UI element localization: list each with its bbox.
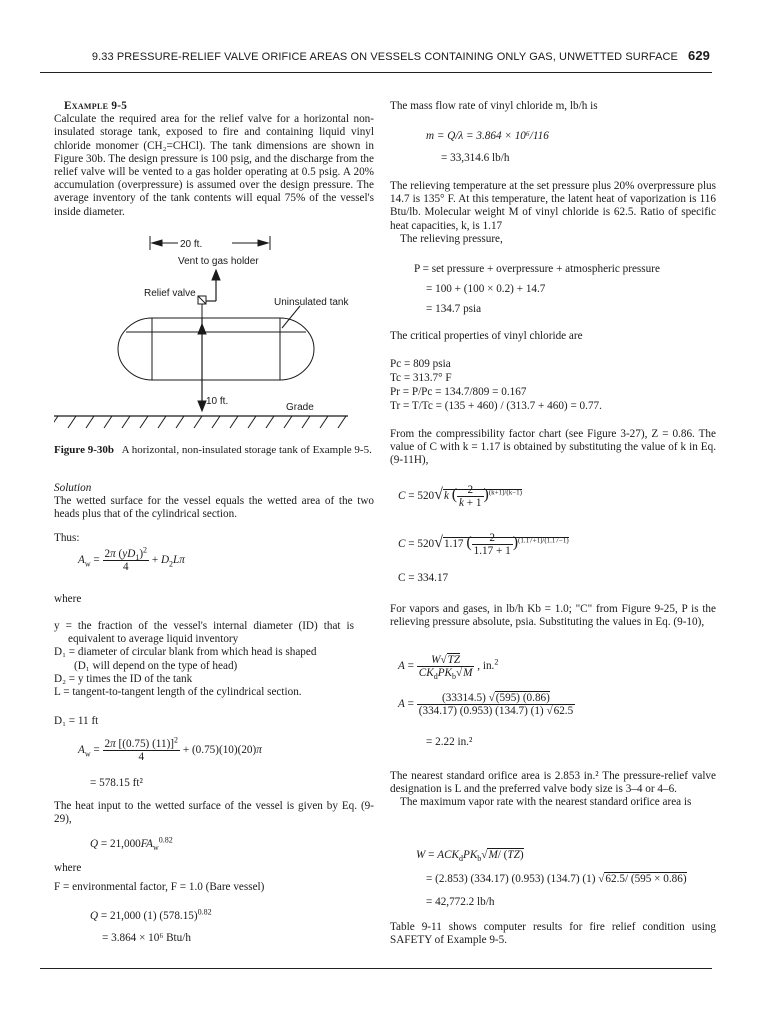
tr-value: Tr = T/Tc = (135 + 460) / (313.7 + 460) = 0.77. — [390, 400, 602, 412]
p-equation-2: = 100 + (100 × 0.2) + 14.7 — [426, 283, 546, 295]
aw-formula: $A_w$ = $\frac{2\pi (yD_1)^2}{4}$ + $D_2L\pi$ — [78, 545, 185, 573]
m-equation-2: = 33,314.6 lb/h — [441, 152, 510, 164]
c-formula: C = 520√k ( $\frac{2}{k + 1}$ )$^{(k+1)/(k-1)}$ — [398, 484, 522, 509]
vent-arrow-icon — [212, 270, 220, 280]
solution-block — [54, 482, 374, 545]
def-y: y = the fraction of the vessel's internal diameter (ID) that is equivalent to average liquid inventory — [54, 620, 354, 646]
table-reference-text: Table 9-11 shows computer results for fire relief condition using SAFETY of Example 9-5. — [390, 921, 716, 947]
m-equation-1: m = Q/λ = 3.864 × 10⁶/116 — [426, 130, 549, 142]
running-header — [40, 48, 710, 63]
aw-result: = 578.15 ft² — [90, 777, 143, 789]
p-equation-3: = 134.7 psia — [426, 303, 482, 315]
compressibility-text: From the compressibility factor chart (see Figure 3-27), Z = 0.86. The value of C with k = 1.17 is obtained by substituting the value of k in Eq. (9-11H), — [390, 428, 716, 467]
header-rule — [40, 72, 712, 73]
nearest-orifice-text: The nearest standard orifice area is 2.853 in.² The pressure-relief valve designation is L and the preferred valve body size is 3–4 or 4–6. The maximum vapor rate with the nearest standard orifice area is — [390, 770, 716, 809]
c-result: C = 334.17 — [398, 572, 449, 584]
where-block-2 — [54, 862, 374, 894]
w-numeric: = (2.853) (334.17) (0.953) (134.7) (1) √62.5/ (595 × 0.86) — [426, 873, 687, 885]
a-formula: A = $\frac{W√TZ}{CK_dPK_b√M}$ , in.$^2$ — [398, 654, 499, 682]
aw-numeric-formula: $A_w$ = $\frac{2\pi [(0.75) (11)]^2}{4}$ + (0.75)(10)(20)π — [78, 735, 262, 763]
height-arrow-up — [198, 324, 206, 334]
thus-label: Thus: — [54, 531, 80, 544]
example-block — [54, 100, 374, 219]
relieving-temp-text: The relieving temperature at the set pressure plus 20% overpressure plus 14.7 is 135° F. At this temperature, the latent heat of vaporization is 116 Btu/lb. Molecular weight M of vinyl chloride is 62.5. Ratio of specific heat capacities, k, is 1.17 The relieving pressure, — [390, 180, 716, 245]
q-result: = 3.864 × 10⁶ Btu/h — [102, 932, 191, 944]
def-d1b: (D₁ will depend on the type of head) — [74, 659, 238, 672]
caption-text: A horizontal, non-insulated storage tank of Example 9-5. — [121, 444, 372, 456]
dim-label: 20 ft. — [180, 239, 203, 250]
solution-heading: Solution — [54, 482, 92, 494]
tank-head-left — [118, 318, 152, 380]
vapors-text: For vapors and gases, in lb/h Kb = 1.0; "C" from Figure 9-25, P is the relieving pressure absolute, psia. Substituting the values in Eq. (9-10), — [390, 603, 716, 629]
example-body: Calculate the required area for the relief valve for a horizontal non-insulated storage tank, exposed to fire and containing liquid vinyl chloride monomer (CH₂=CHCl). The tank dimensions are shown in Figure 30b. The design pressure is 100 psig, and the discharge from the relief valve will be vented to a gas holder operating at 0.5 psig. A 20% accumulation (overpressure) is assumed over the design pressure. The average inventory of the tank contents will equal 75% of the vessel's inside diameter. — [54, 113, 374, 218]
c-numeric: C = 520√1.17 ( $\frac{2}{1.17 + 1}$ )$^{(1.17+1)/(1.17-1)}$ — [398, 532, 569, 557]
solution-p1: The wetted surface for the vessel equals the wetted area of the two heads plus that of the cylindrical section. — [54, 495, 374, 521]
d1-equation: D₁ = 11 ft — [54, 715, 99, 727]
pr-value: Pr = P/Pc = 134.7/809 = 0.167 — [390, 386, 527, 398]
relief-label: Relief valve — [144, 288, 196, 299]
pc-value: Pc = 809 psia — [390, 358, 451, 370]
critical-props-text: The critical properties of vinyl chloride are — [390, 330, 583, 342]
relieving-pressure-label: The relieving pressure, — [400, 232, 503, 245]
example-label: Example 9-5 — [64, 100, 128, 112]
dim-arrow-left — [152, 240, 162, 246]
figure-caption — [54, 444, 374, 457]
where-block — [54, 593, 374, 606]
w-formula: $W = ACK_dPK_b√M/$ (TZ) — [416, 849, 524, 864]
where-label-2: where — [54, 862, 82, 874]
def-l: L = tangent-to-tangent length of the cylindrical section. — [54, 686, 302, 699]
height-label: 10 ft. — [206, 396, 229, 407]
tank-figure — [54, 228, 374, 440]
header-title: 9.33 PRESSURE-RELIEF VALVE ORIFICE AREAS ON VESSELS CONTAINING ONLY GAS, UNWETTED SURFACE — [91, 51, 678, 63]
a-numeric: A = $\frac{(33314.5) √(595) (0.86)}{(334.17) (0.953) (134.7) (1) √62.5}$ — [398, 692, 574, 717]
max-vapor-text: The maximum vapor rate with the nearest standard orifice area is — [400, 796, 692, 809]
caption-number: Figure 9-30b — [54, 444, 114, 456]
heat-input-text: The heat input to the wetted surface of the vessel is given by Eq. (9-29), — [54, 800, 374, 826]
def-d2: D₂ = y times the ID of the tank — [54, 672, 193, 685]
q-numeric: Q = 21,000 (1) $(578.15)^{0.82}$ — [90, 907, 212, 922]
uninsulated-leader — [282, 306, 300, 328]
tank-head-right — [280, 318, 314, 380]
mass-flow-text: The mass flow rate of vinyl chloride m, lb/h is — [390, 100, 598, 112]
a-result: = 2.22 in.² — [426, 736, 473, 748]
f-definition: F = environmental factor, F = 1.0 (Bare vessel) — [54, 881, 265, 894]
w-result: = 42,772.2 lb/h — [426, 896, 495, 908]
p-equation-1: P = set pressure + overpressure + atmospheric pressure — [414, 263, 660, 275]
where-label-1: where — [54, 593, 82, 605]
dim-arrow-right — [258, 240, 268, 246]
page-number: 629 — [688, 48, 710, 63]
q-formula: $Q = 21,000FA_w^{0.82}$ — [90, 835, 173, 853]
tc-value: Tc = 313.7° F — [390, 372, 452, 384]
grade-label: Grade — [286, 402, 314, 413]
uninsulated-label: Uninsulated tank — [274, 297, 349, 308]
grade-hatch — [54, 416, 346, 428]
critical-props-list — [390, 357, 602, 413]
tank-shell — [152, 318, 280, 380]
vent-label: Vent to gas holder — [178, 256, 259, 267]
footer-rule — [40, 968, 712, 969]
definitions — [54, 620, 354, 699]
height-arrow-down — [198, 401, 206, 411]
def-d1: D₁ = diameter of circular blank from which head is shaped — [54, 646, 317, 659]
